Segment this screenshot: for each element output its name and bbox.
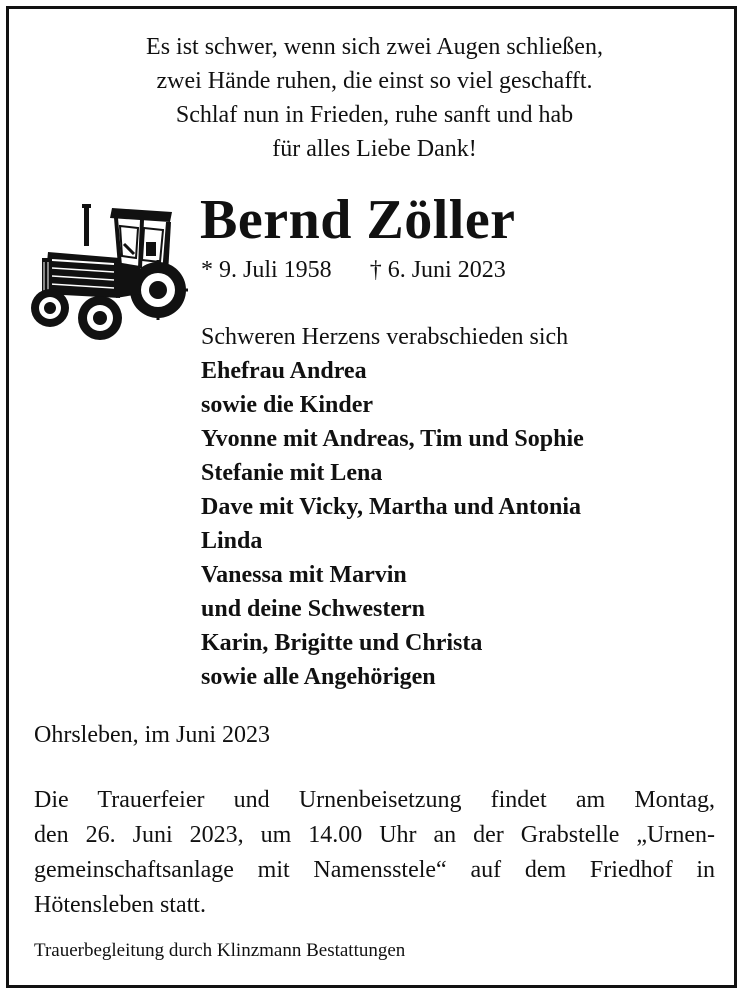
mourner-line: Yvonne mit Andreas, Tim und Sophie <box>201 426 584 452</box>
mourner-line: und deine Schwestern <box>201 596 426 622</box>
ceremony-line: gemeinschaftsanlage mit Namensstele“ auf dem Friedhof in <box>34 857 715 883</box>
undertaker-credit: Trauerbegleitung durch Klinzmann Bestattungen <box>34 940 406 961</box>
place-date: Ohrsleben, im Juni 2023 <box>34 722 270 748</box>
ceremony-line: den 26. Juni 2023, um 14.00 Uhr an der Grabstelle „Urnen- <box>34 822 715 848</box>
ceremony-line: Hötensleben statt. <box>34 892 206 918</box>
poem-line: zwei Hände ruhen, die einst so viel geschafft. <box>156 68 593 94</box>
poem-line: Schlaf nun in Frieden, ruhe sanft und hab <box>175 102 574 128</box>
mourner-line: Ehefrau Andrea <box>201 358 367 384</box>
mourner-line: sowie alle Angehörigen <box>201 664 436 690</box>
birth-date: * 9. Juli 1958 <box>201 257 332 283</box>
ceremony-info <box>34 783 715 923</box>
death-date: † 6. Juni 2023 <box>369 257 506 283</box>
mourner-line: Karin, Brigitte und Christa <box>201 630 483 656</box>
ceremony-line: Die Trauerfeier und Urnenbeisetzung findet am Montag, <box>34 787 715 813</box>
poem-line: für alles Liebe Dank! <box>272 136 477 162</box>
mourner-line: Dave mit Vicky, Martha und Antonia <box>201 494 582 520</box>
poem-line: Es ist schwer, wenn sich zwei Augen schließen, <box>146 34 603 60</box>
life-dates <box>201 255 506 285</box>
family-intro: Schweren Herzens verabschieden sich <box>201 324 569 350</box>
family-list <box>201 320 584 694</box>
mourner-line: Linda <box>201 528 263 554</box>
mourner-line: Vanessa mit Marvin <box>201 562 407 588</box>
poem <box>0 30 749 166</box>
mourner-line: Stefanie mit Lena <box>201 460 383 486</box>
mourner-line: sowie die Kinder <box>201 392 373 418</box>
tractor-icon <box>28 202 188 346</box>
deceased-name: Bernd Zöller <box>200 189 516 251</box>
